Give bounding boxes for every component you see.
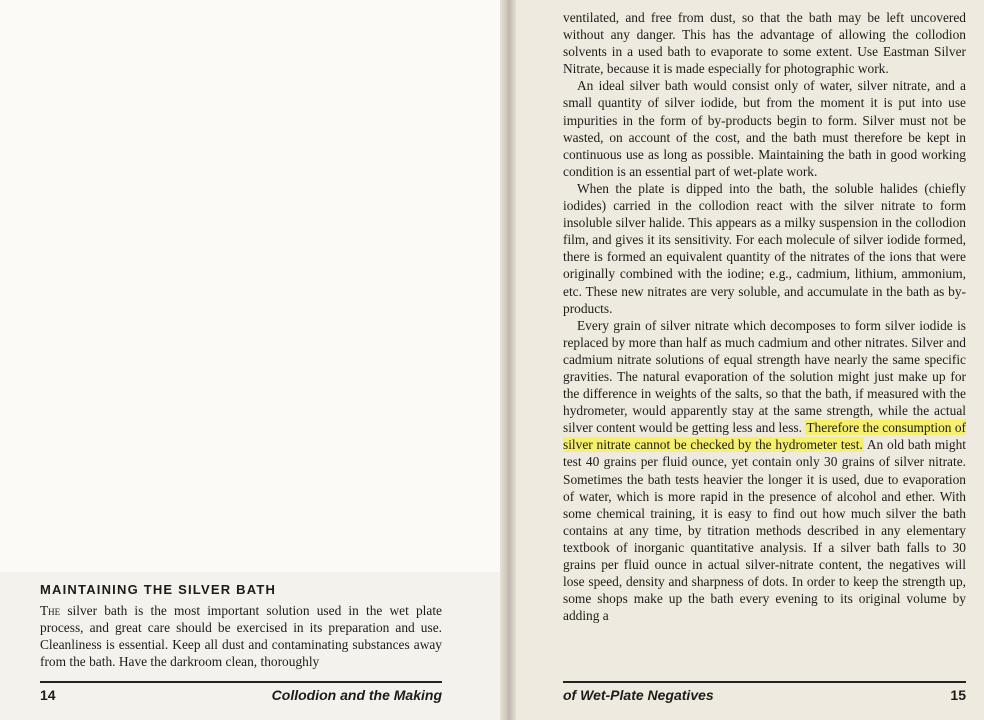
paragraph <box>563 317 966 625</box>
paragraph-text: An old bath might test 40 grains per fluid ounce, yet contain only 30 grains of silver nitrate. Sometimes the bath tests heavier the longer it is used, due to evaporation of water, which is more rapid in the presence of alcohol and ether. With some chemical training, it is easy to find out how much silver the bath contains at any time, by titration methods described in any elementary textbook of inorganic quantitative analysis. If a silver bath falls to 30 grains per fluid ounce in actual silver-nitrate content, the negatives will lose speed, density and sharpness of dots. In order to keep the strength up, some shops make up the bath every evening to its original volume by adding a <box>563 437 966 624</box>
footer-rule <box>40 681 442 683</box>
paragraph: When the plate is dipped into the bath, the soluble halides (chiefly iodides) carried in the collodion react with the silver nitrate to form insoluble silver halide. This appears as a milky suspension in the collodion film, and gives it its sensitivity. For each molecule of silver iodide formed, there is formed an equivalent quantity of the nitrates of the ions that were originally combined with the iodine; e.g., cadmium, lithium, ammonium, etc. These new nitrates are very soluble, and accumulate in the bath as by-products. <box>563 180 966 316</box>
page-number-left: 14 <box>40 687 56 703</box>
running-head-left: Collodion and the Making <box>271 687 442 703</box>
right-page <box>516 0 984 720</box>
left-body-text <box>40 602 442 670</box>
section-heading: MAINTAINING THE SILVER BATH <box>40 582 277 597</box>
book-gutter <box>500 0 516 720</box>
paragraph-text: Every grain of silver nitrate which decomposes to form silver iodide is replaced by more than half as much cadmium and other nitrates. Silver and cadmium nitrate solutions of equal strength have nearly the same specific gravities. The natural evaporation of the solution might just make up for the difference in weights of the salts, so that the bath, if measured with the hydrometer, would apparently stay at the same strength, while the actual silver content would be getting less and less. <box>563 317 966 436</box>
left-paragraph-text: silver bath is the most important solution used in the wet plate process, and great care should be exercised in its preparation and use. Cleanliness is essential. Keep all dust and contaminating substances away from the bath. Have the darkroom clean, thoroughly <box>40 603 442 670</box>
page-number-right: 15 <box>950 687 966 703</box>
paragraph: An ideal silver bath would consist only of water, silver nitrate, and a small quantity of silver iodide, but from the moment it is put into use impurities in the form of by-products begin to form. Silver must not be wasted, on account of the cost, and the bath must therefore be kept in continuous use as long as possible. Maintaining the bath in good working condition is an essential part of wet-plate work. <box>563 78 966 179</box>
lead-word: The <box>40 603 61 618</box>
blank-area <box>0 0 500 572</box>
right-body-text <box>563 9 966 624</box>
running-head-right: of Wet-Plate Negatives <box>563 687 714 703</box>
paragraph: ventilated, and free from dust, so that the bath may be left uncovered without any danger. This has the advantage of allowing the collodion solvents in a used bath to evaporate to some extent. Use Eastman Silver Nitrate, because it is made especially for photographic work. <box>563 10 966 77</box>
left-paragraph <box>40 602 442 670</box>
footer-rule <box>563 681 966 683</box>
highlighted-sentence: Therefore the consumption of silver nitrate cannot be checked by the hydrometer test. <box>563 420 966 453</box>
